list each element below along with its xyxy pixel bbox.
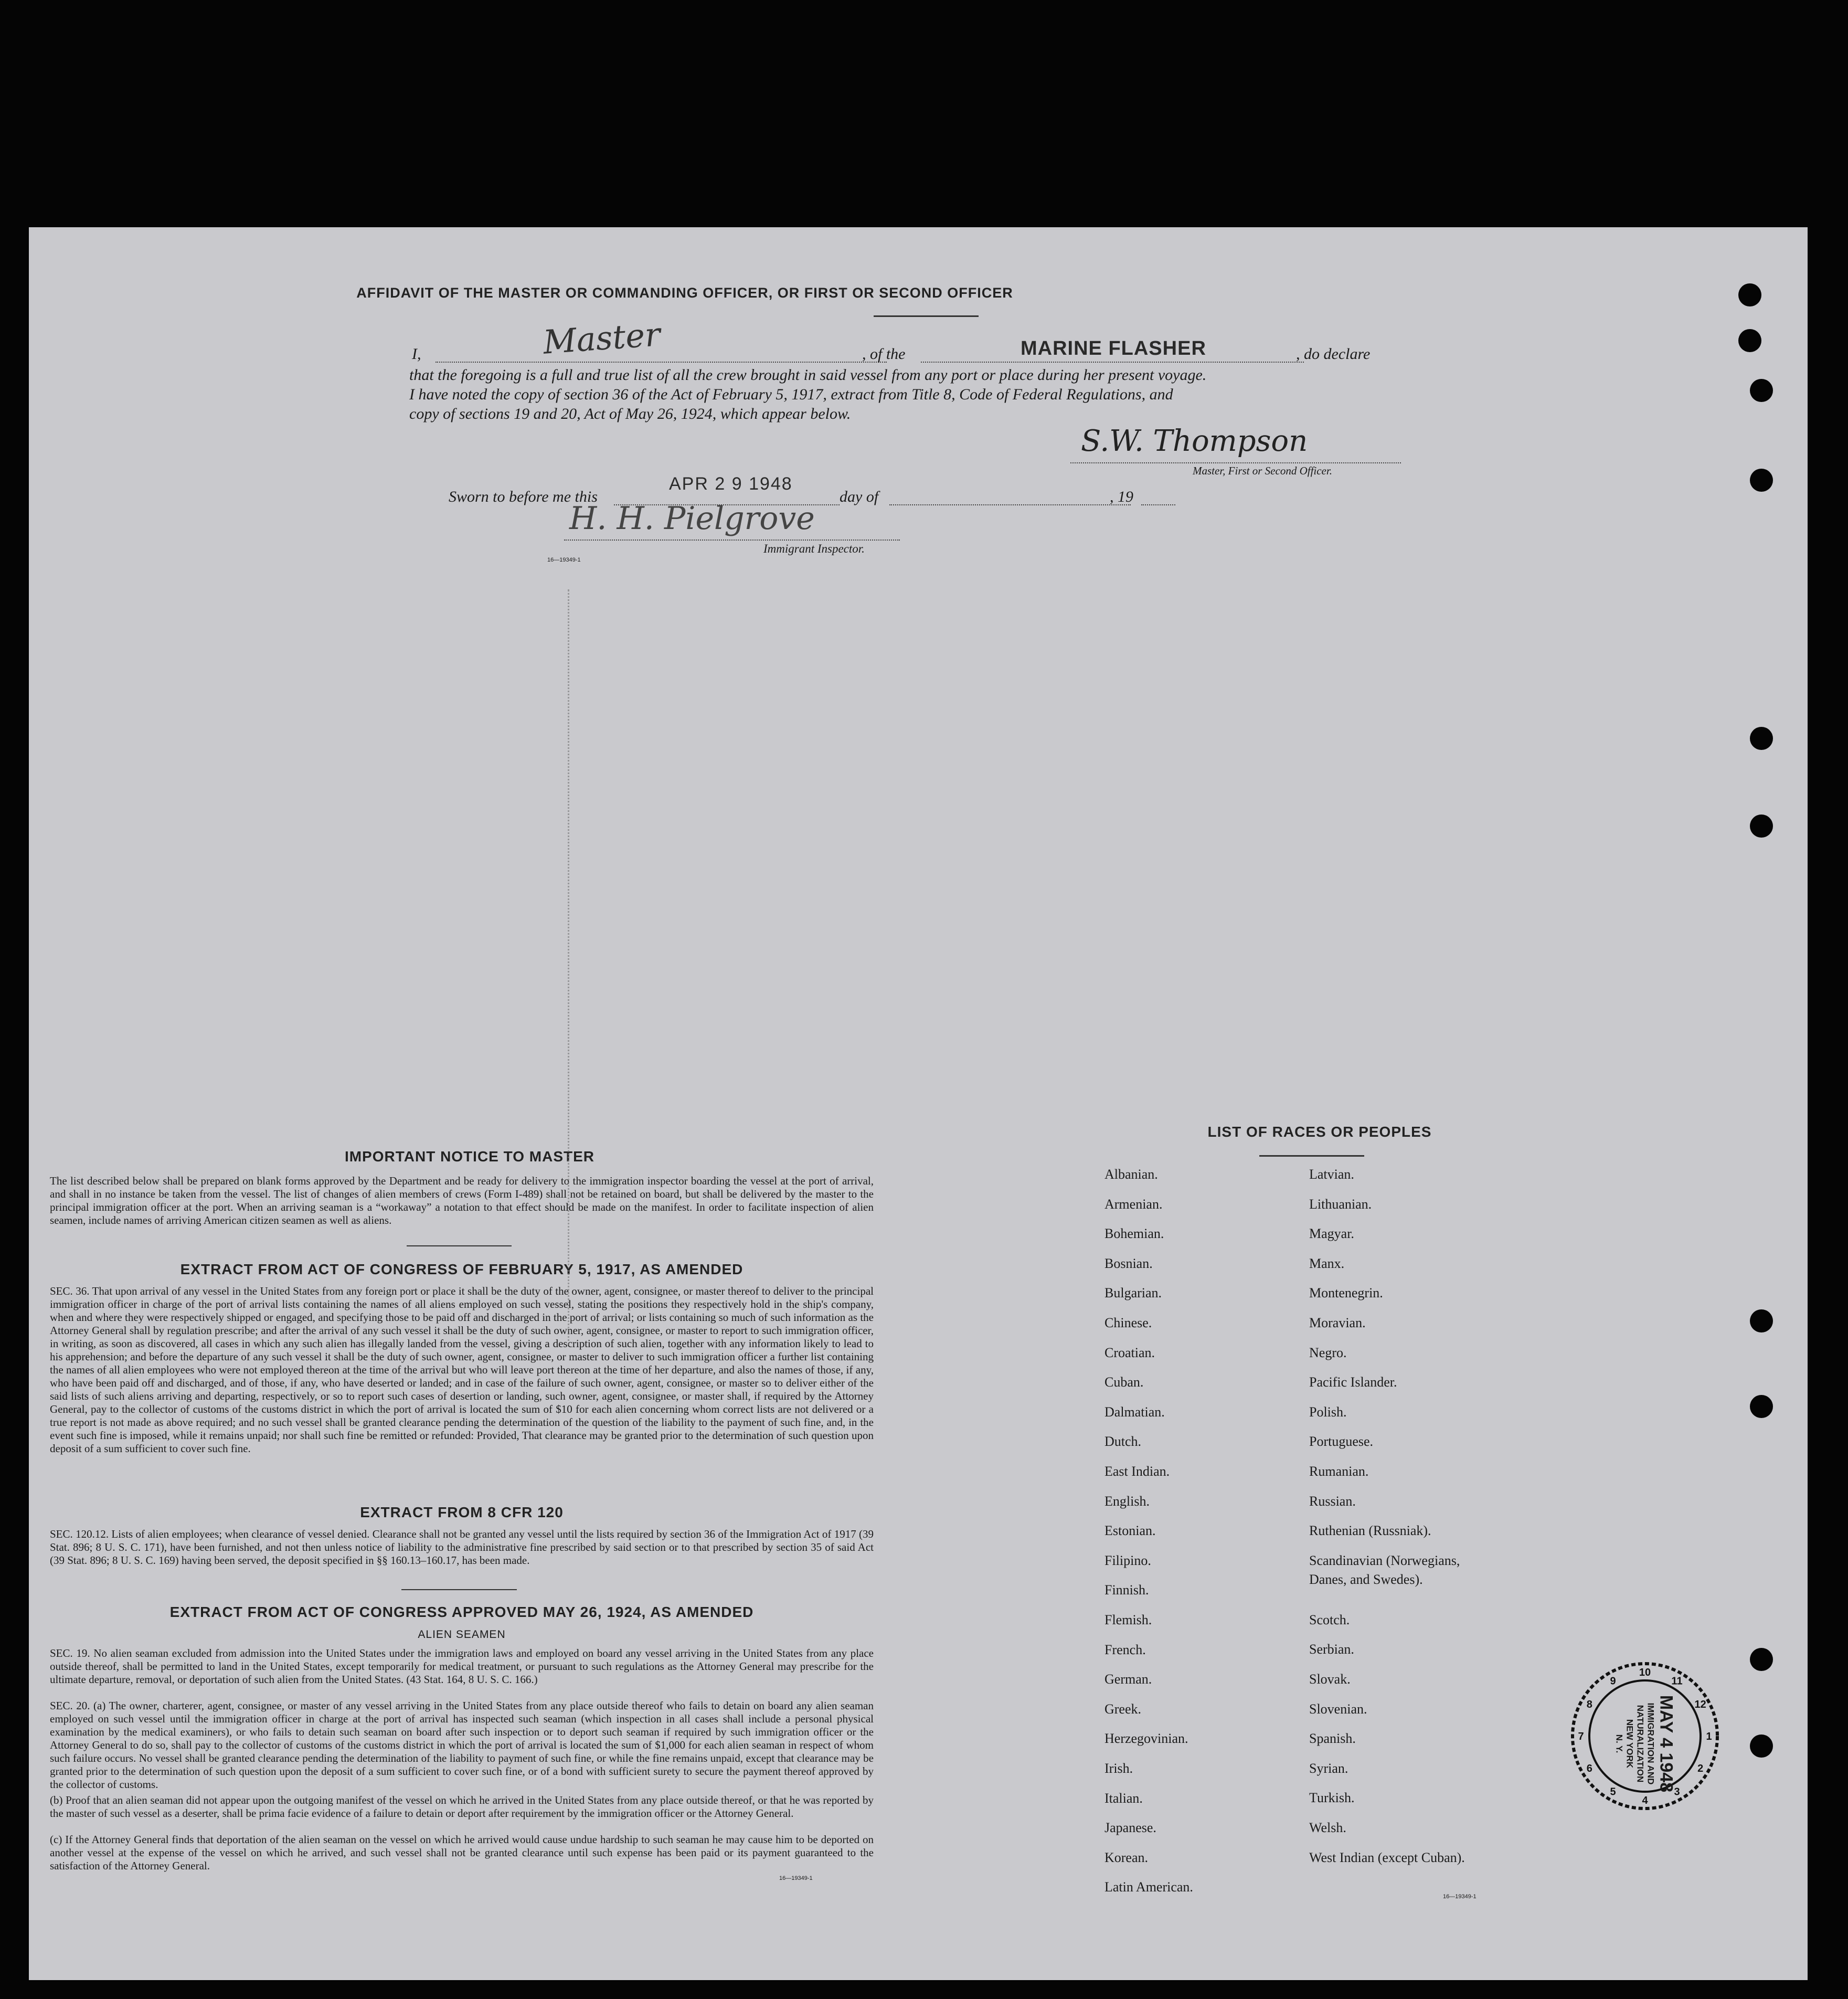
extract-8cfr-body: SEC. 120.12. Lists of alien employees; when clearance of vessel denied. Clearance shall not be granted any vessel until the lists required by section 36 of the Immigration Act of 1917 (39 Stat. 896; 8 U. S. C. 171), have been furnished, and not then unless notice of liability to the administrative fine prescribed by said section or to that prescribed by section 35 of said Act (39 Stat. 896; 8 U. S. C. 169) having been served, the deposit specified in §§ 160.13–160.17, has been made. (50, 1528, 874, 1567)
race-right-item: Portuguese. (1309, 1434, 1374, 1450)
race-right-item: Magyar. (1309, 1226, 1354, 1242)
binder-hole (1750, 1395, 1773, 1418)
binder-hole (1750, 379, 1773, 402)
sec20b-body: (b) Proof that an alien seaman did not appear upon the outgoing manifest of the vessel on which he arrived in the United States from any place outside thereof, or that he was reported by the master of such vessel as a deserter, shall be prima facie evidence of a failure to detain or deport after requirement by the immigration officer or the Attorney General. (50, 1794, 874, 1820)
race-left-item: French. (1104, 1642, 1146, 1657)
race-left-item: East Indian. (1104, 1464, 1170, 1479)
i-label: I, (412, 345, 421, 363)
ledger-ticks (568, 589, 571, 1345)
affidavit-title: AFFIDAVIT OF THE MASTER OR COMMANDING OFFICER, OR FIRST OR SECOND OFFICER (356, 285, 1013, 301)
race-left-item: Irish. (1104, 1761, 1133, 1776)
stamp-ring-number: 2 (1697, 1763, 1704, 1774)
signature-caption: Master, First or Second Officer. (1193, 464, 1332, 477)
race-left-item: Herzegovinian. (1104, 1731, 1188, 1747)
binder-hole (1750, 1734, 1773, 1758)
form-number-extract: 16—19349-1 (779, 1875, 813, 1881)
day-of-label: day of (840, 488, 879, 505)
year-prefix: , 19 (1110, 488, 1133, 505)
declarant-line (436, 362, 887, 363)
inspector-signature: H. H. Pielgrove (569, 500, 815, 537)
race-left-item: Dalmatian. (1104, 1404, 1165, 1420)
race-left-item: Japanese. (1104, 1820, 1156, 1836)
signature-line (1070, 462, 1401, 463)
stamp-ring-number: 1 (1706, 1731, 1712, 1742)
race-right-item: Pacific Islander. (1309, 1374, 1397, 1390)
sworn-label: Sworn to before me this (449, 488, 598, 505)
stamp-ring-number: 5 (1610, 1786, 1616, 1798)
race-right-item: Ruthenian (Russniak). (1309, 1523, 1431, 1539)
race-left-item: Armenian. (1104, 1196, 1163, 1212)
binder-hole (1750, 815, 1773, 838)
race-right-item: Negro. (1309, 1345, 1347, 1360)
sworn-date-stamp: APR 2 9 1948 (669, 474, 793, 494)
vessel-line (921, 362, 1304, 363)
stamp-ring-number: 9 (1610, 1675, 1616, 1687)
race-right-item: Scandinavian (Norwegians, (1309, 1552, 1460, 1568)
document-sheet (29, 227, 1808, 1980)
stamp-ring-number: 6 (1586, 1763, 1592, 1774)
race-right-item: Serbian. (1309, 1642, 1354, 1657)
binder-hole (1750, 727, 1773, 750)
race-left-item: Bulgarian. (1104, 1285, 1162, 1301)
form-number-top: 16—19349-1 (547, 557, 581, 563)
race-right-item: Rumanian. (1309, 1464, 1369, 1479)
race-right-item: Slovak. (1309, 1672, 1351, 1687)
year-line (1141, 504, 1175, 505)
title-rule (874, 315, 979, 317)
race-left-item: Dutch. (1104, 1434, 1142, 1450)
race-right-item: Latvian. (1309, 1167, 1354, 1182)
race-right-item: Moravian. (1309, 1315, 1366, 1330)
stamp-date: MAY 4 1948 (1656, 1695, 1676, 1793)
races-rule (1259, 1155, 1364, 1157)
notice-rule (407, 1245, 512, 1246)
alien-seamen-subtitle: ALIEN SEAMEN (418, 1628, 506, 1641)
race-left-item: Flemish. (1104, 1612, 1152, 1627)
stamp-ring-number: 10 (1639, 1667, 1651, 1678)
vessel-name-stamp: MARINE FLASHER (1021, 337, 1206, 359)
race-left-item: Korean. (1104, 1849, 1149, 1865)
inspector-caption: Immigrant Inspector. (763, 542, 865, 555)
notice-title: IMPORTANT NOTICE TO MASTER (344, 1148, 595, 1165)
master-signature: S.W. Thompson (1081, 424, 1308, 458)
form-number-races: 16—19349-1 (1443, 1894, 1477, 1900)
race-right-item: Scotch. (1309, 1612, 1350, 1627)
affidavit-line3: copy of sections 19 and 20, Act of May 26, 1924, which appear below. (409, 405, 851, 422)
race-left-item: German. (1104, 1672, 1152, 1687)
race-left-item: Bohemian. (1104, 1226, 1164, 1242)
sec20a-body: SEC. 20. (a) The owner, charterer, agent, consignee, or master of any vessel arriving in the United States from any place outside thereof who fails to detain on board any alien seaman employed on such vessel until the immigration officer in charge at the port of arrival has inspected such seaman (which inspection in all cases shall include a personal physical examination by the medical examiners), or who fails to detain such seaman on board after such inspection or to deport such seaman if required by such immigration officer or the Attorney General to do so, shall pay to the collector of customs of the customs district in which the port of arrival is located the sum of $1,000 for each alien seaman in respect of whom such failure occurs. No vessel shall be granted clearance pending the determination of the liability to payment of such fine, or while the fine remains unpaid, except that clearance may be granted prior to the determination of such question upon the deposit of a sum sufficient to cover such fine, or of a bond with sufficient surety to secure the payment thereof approved by the collector of customs. (50, 1699, 874, 1791)
notice-body: The list described below shall be prepared on blank forms approved by the Department and be ready for delivery to the immigration inspector boarding the vessel at the port of arrival, and shall in no instance be taken from the vessel. The list of changes of alien members of crews (Form I-489) shall not be retained on board, but shall be delivered by the master to the principal immigration officer at the port. When an arriving seaman is a “workaway” a notation to that effect should be made on the manifest. In order to facilitate inspection of alien seamen, include names of arriving American citizen seamen as well as aliens. (50, 1175, 874, 1226)
race-right-item: Manx. (1309, 1255, 1345, 1271)
immigration-date-stamp (1569, 1660, 1721, 1812)
race-left-item: English. (1104, 1493, 1150, 1509)
race-right-item: Spanish. (1309, 1731, 1356, 1747)
race-right-item: Slovenian. (1309, 1701, 1367, 1717)
race-right-item: Danes, and Swedes). (1309, 1571, 1423, 1587)
stamp-ring-number: 8 (1586, 1699, 1592, 1710)
race-left-item: Albanian. (1104, 1167, 1158, 1182)
binder-hole (1750, 1309, 1773, 1332)
stamp-line1: IMMIGRATION AND (1645, 1702, 1656, 1785)
race-left-item: Finnish. (1104, 1582, 1149, 1598)
extract-1917-title: EXTRACT FROM ACT OF CONGRESS OF FEBRUARY 5, 1917, AS AMENDED (180, 1261, 744, 1277)
stamp-ring-number: 11 (1671, 1675, 1683, 1687)
races-title: LIST OF RACES OR PEOPLES (1207, 1124, 1432, 1140)
inspector-line (564, 540, 900, 541)
race-left-item: Croatian. (1104, 1345, 1155, 1360)
race-right-item: Russian. (1309, 1493, 1356, 1509)
affidavit-line2: I have noted the copy of section 36 of the Act of February 5, 1917, extract from Title 8, Code of Federal Regulations, and (409, 386, 1173, 403)
cfr-rule (401, 1589, 517, 1590)
race-right-item: Montenegrin. (1309, 1285, 1383, 1301)
stamp-line4: N. Y. (1614, 1734, 1624, 1753)
stamp-line3: NEW YORK (1624, 1719, 1635, 1769)
stamp-line2: NATURALIZATION (1635, 1705, 1645, 1783)
binder-hole (1750, 1648, 1773, 1671)
of-the-label: , of the (862, 345, 906, 363)
race-right-item: Lithuanian. (1309, 1196, 1372, 1212)
sec19-body: SEC. 19. No alien seaman excluded from admission into the United States under the immigration laws and employed on board any vessel arriving in the United States from any place outside thereof, shall be permitted to land in the United States, except temporarily for medical treatment, or pursuant to such regulations as the Attorney General may prescribe for the ultimate departure, removal, or deportation of such alien from the United States. (43 Stat. 164, 8 U. S. C. 166.) (50, 1647, 874, 1686)
stamp-text-block (1614, 1689, 1676, 1799)
race-left-item: Latin American. (1104, 1879, 1193, 1895)
race-left-item: Chinese. (1104, 1315, 1152, 1330)
race-right-item: Syrian. (1309, 1760, 1348, 1776)
race-left-item: Filipino. (1104, 1552, 1151, 1568)
extract-1924-title: EXTRACT FROM ACT OF CONGRESS APPROVED MAY 26, 1924, AS AMENDED (169, 1604, 754, 1620)
extract-1917-body: SEC. 36. That upon arrival of any vessel in the United States from any foreign port or place it shall be the duty of the owner, agent, consignee, or master thereof to deliver to the principal immigration officer in charge of the port of arrival lists containing the names of all aliens employed on such vessel, stating the positions they respectively hold in the ship's company, when and where they were respectively shipped or engaged, and specifying those to be paid off and discharged in the port of arrival; or lists containing so much of such information as the Attorney General shall by regulation prescribe; and after the arrival of any such vessel it shall be the duty of such owner, agent, consignee, or master to report to such immigration officer, in writing, as soon as discovered, all cases in which any such alien has illegally landed from the vessel, giving a description of such alien, together with any information likely to lead to his apprehension; and before the departure of any such vessel it shall be the duty of such owner, agent, consignee, or master to deliver to such immigration officer a further list containing the names of all alien employees who were not employed thereon at the time of the arrival but who will leave port thereon at the time of her departure, and also the names of those, if any, who have been paid off and discharged, and of those, if any, who have deserted or landed; and in case of the failure of such owner, agent, consignee, or master so to deliver either of the said lists of such aliens arriving and departing, respectively, or so to report such cases of desertion or landing, such owner, agent, consignee, or master shall, if required by the Attorney General, pay to the collector of customs of the customs district in which the port of arrival is located the sum of $10 for each alien concerning whom correct lists are not delivered or a true report is not made as above required; and no such vessel shall be granted clearance pending the determination of the question of the liability to the payment of such fine, and, in the event such fine is imposed, while it remains unpaid; nor shall such fine be remitted or refunded: Provided, That clearance may be granted prior to the determination of such question upon deposit of a sum sufficient to cover such fine. (50, 1285, 874, 1455)
extract-8cfr-title: EXTRACT FROM 8 CFR 120 (360, 1504, 564, 1520)
stamp-ring-number: 12 (1694, 1699, 1706, 1710)
race-left-item: Bosnian. (1104, 1255, 1153, 1271)
declarant-handwriting: Master (541, 315, 662, 362)
race-left-item: Italian. (1104, 1790, 1143, 1806)
binder-hole (1738, 329, 1761, 352)
affidavit-line1: that the foregoing is a full and true list of all the crew brought in said vessel from any port or place during her present voyage. (409, 366, 1207, 384)
sec20c-body: (c) If the Attorney General finds that deportation of the alien seaman on the vessel on which he arrived would cause undue hardship to such seaman he may cause him to be deported on another vessel at the expense of the vessel on which he arrived, and such vessel shall not be granted clearance until such expense has been paid or its payment guaranteed to the satisfaction of the Attorney General. (50, 1833, 874, 1872)
race-left-item: Greek. (1104, 1701, 1142, 1717)
race-right-item: Turkish. (1309, 1790, 1355, 1806)
binder-hole (1750, 469, 1773, 492)
race-right-item: West Indian (except Cuban). (1309, 1849, 1465, 1865)
stamp-ring-number: 3 (1674, 1786, 1680, 1798)
month-line (889, 504, 1131, 505)
do-declare-label: , do declare (1296, 345, 1371, 363)
stamp-ring-number: 7 (1578, 1731, 1584, 1742)
stamp-ring-number: 4 (1642, 1795, 1648, 1806)
binder-hole (1738, 283, 1761, 306)
race-right-item: Welsh. (1309, 1820, 1346, 1835)
race-left-item: Cuban. (1104, 1374, 1144, 1390)
race-left-item: Estonian. (1104, 1523, 1156, 1539)
race-right-item: Polish. (1309, 1404, 1347, 1420)
